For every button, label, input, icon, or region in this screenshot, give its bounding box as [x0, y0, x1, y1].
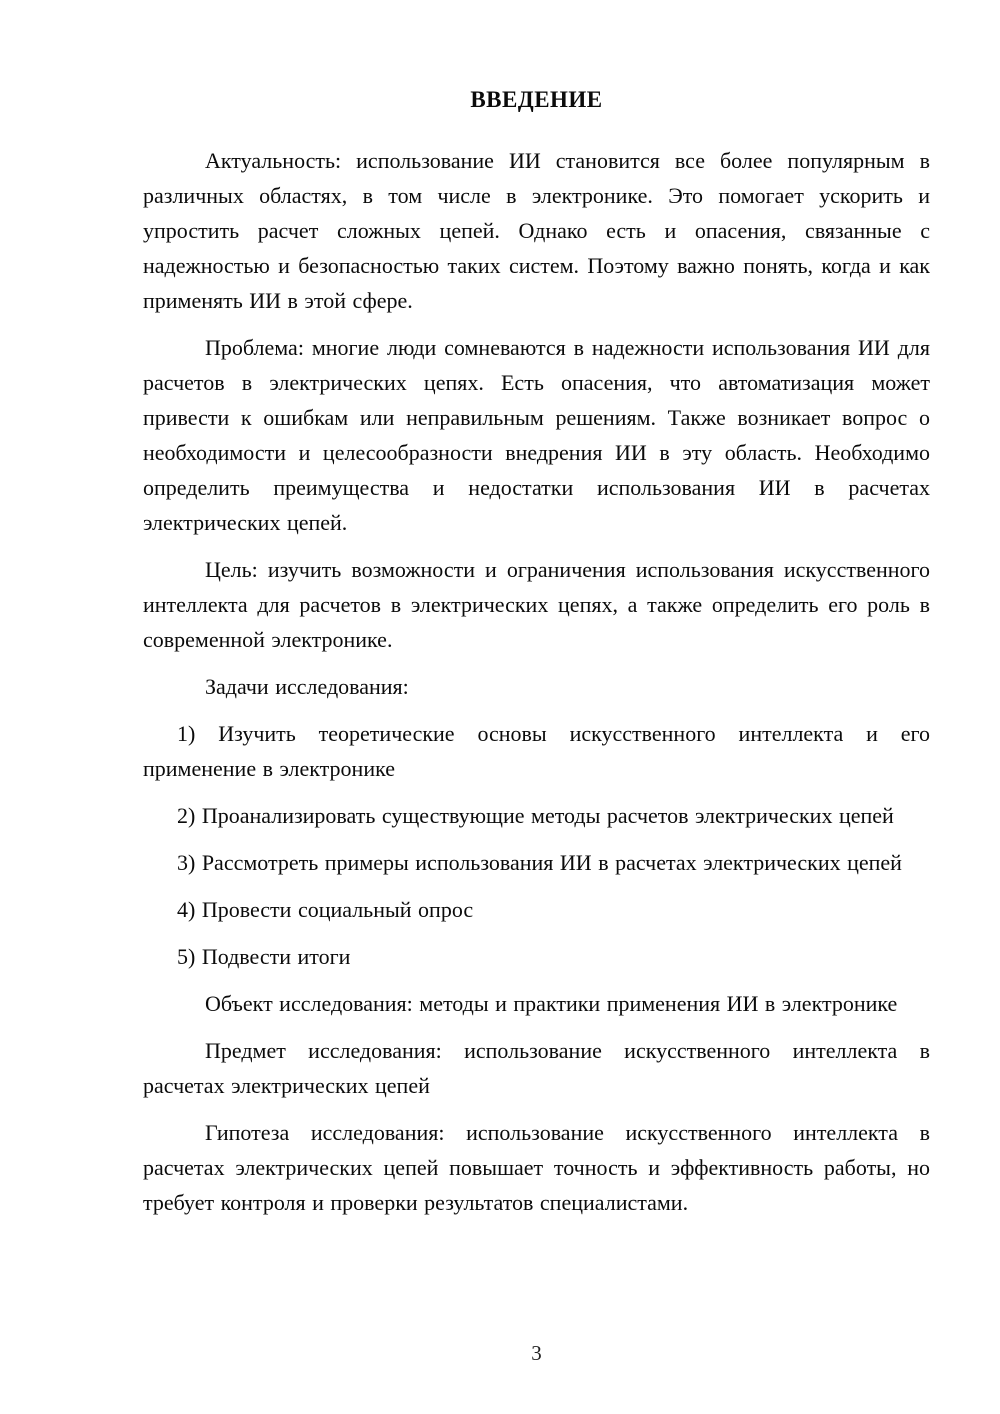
paragraph-problema: Проблема: многие люди сомневаются в надежности использования ИИ для расчетов в электрических цепях. Есть опасения, что автоматизация может привести к ошибкам или неправильным решениям. Также возникает вопрос о необходимости и целесообразности внедрения ИИ в эту область. Необходимо определить преимущества и недостатки использования ИИ в расчетах электрических цепей.: [143, 335, 930, 535]
list-item-4: 4) Провести социальный опрос: [177, 897, 474, 922]
paragraph-aktualnost: Актуальность: использование ИИ становится все более популярным в различных областях, в том числе в электронике. Это помогает ускорить и упростить расчет сложных цепей. Однако есть и опасения, связанные с надежностью и безопасностью таких систем. Поэтому важно понять, когда и как применять ИИ в этой сфере.: [143, 148, 930, 313]
list-item-3: 3) Рассмотреть примеры использования ИИ в расчетах электрических цепей: [177, 850, 902, 875]
list-item-2: 2) Проанализировать существующие методы расчетов электрических цепей: [177, 803, 894, 828]
paragraph-obekt: Объект исследования: методы и практики применения ИИ в электронике: [205, 991, 898, 1016]
page-title: ВВЕДЕНИЕ: [470, 87, 603, 112]
paragraph-cel: Цель: изучить возможности и ограничения использования искусственного интеллекта для расчетов в электрических цепях, а также определить его роль в современной электронике.: [143, 557, 930, 652]
page-number: 3: [531, 1341, 542, 1365]
list-item-5: 5) Подвести итоги: [177, 944, 351, 969]
list-item-1: 1) Изучить теоретические основы искусственного интеллекта и его применение в электронике: [143, 721, 930, 781]
paragraph-predmet: Предмет исследования: использование искусственного интеллекта в расчетах электрических цепей: [143, 1038, 930, 1098]
paragraph-zadachi-heading: Задачи исследования:: [205, 674, 409, 699]
paragraph-gipoteza: Гипотеза исследования: использование искусственного интеллекта в расчетах электрических цепей повышает точность и эффективность работы, но требует контроля и проверки результатов специалистами.: [143, 1120, 930, 1215]
